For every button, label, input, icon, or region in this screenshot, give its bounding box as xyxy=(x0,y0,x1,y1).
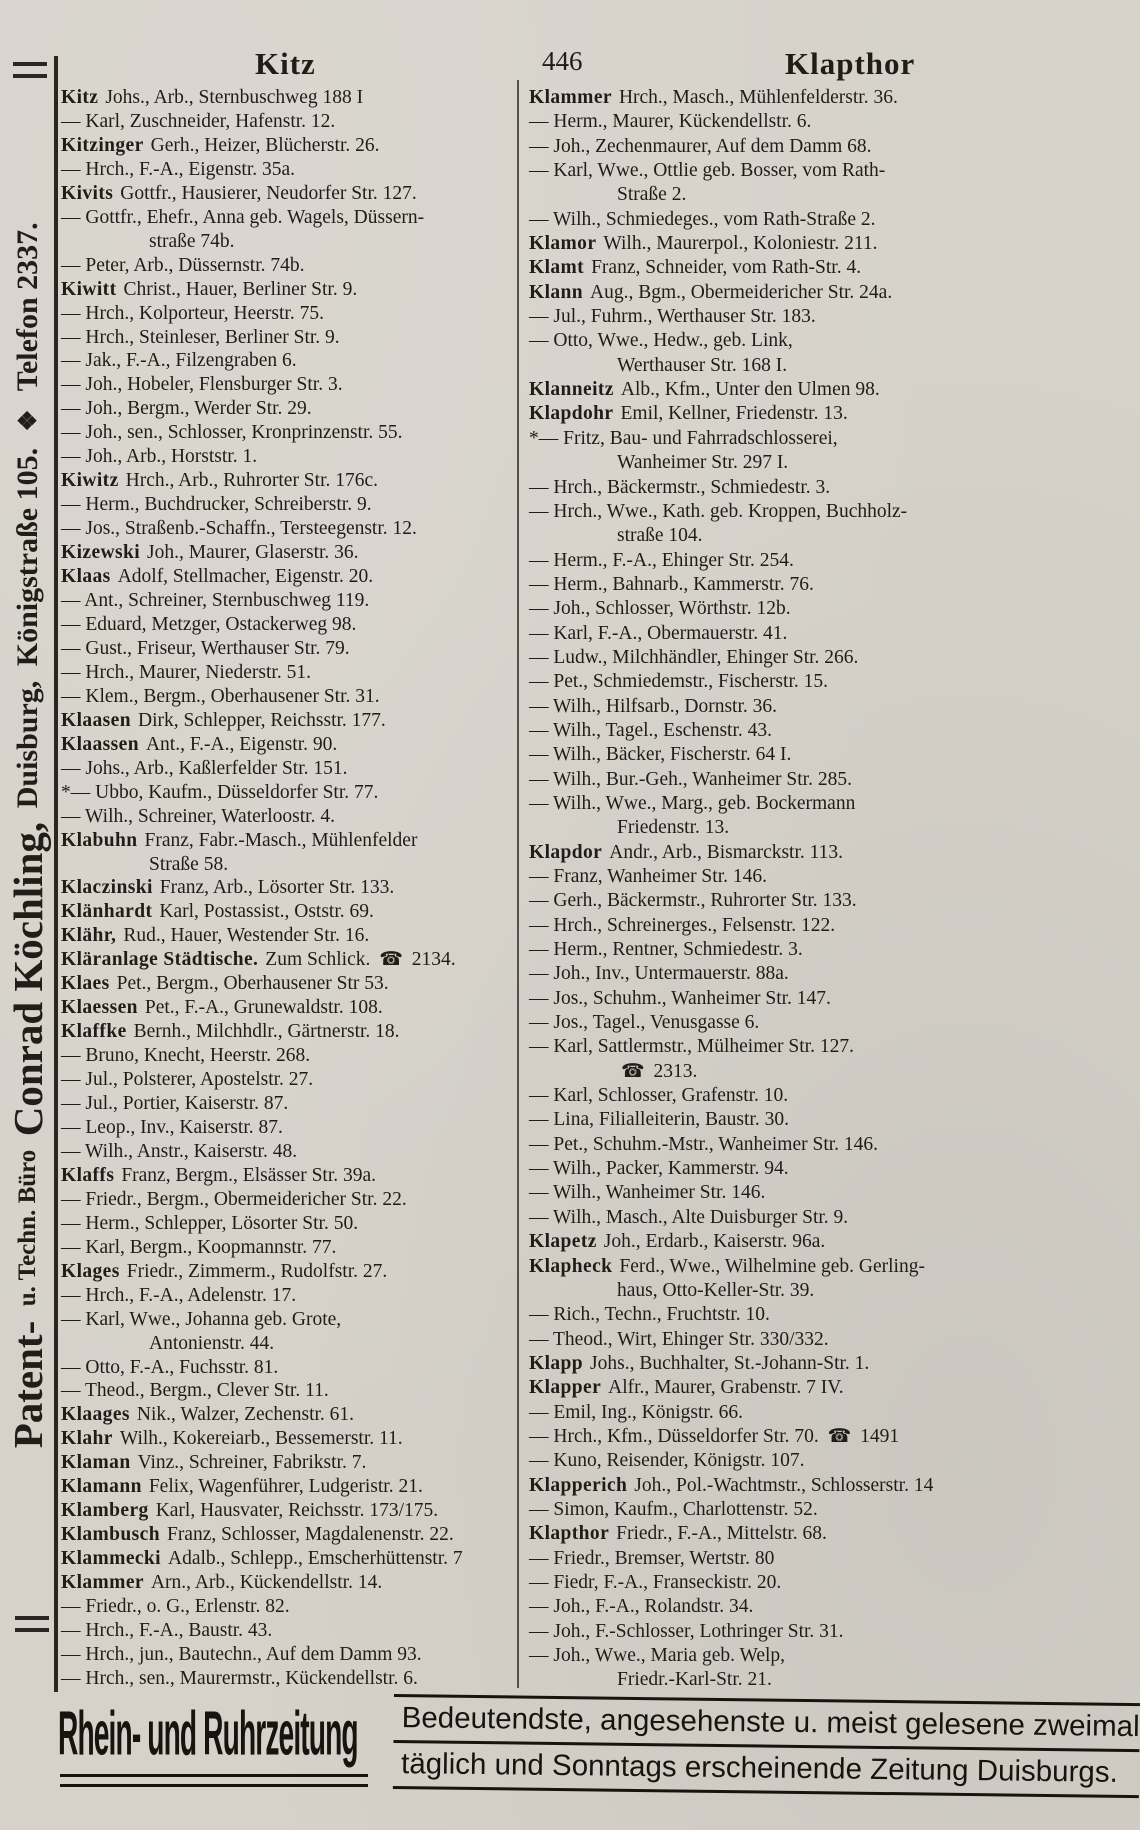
directory-entry: *— Fritz, Bau- und Fahrradschlosserei, xyxy=(529,427,838,449)
directory-entry: Kiwitz Hrch., Arb., Ruhrorter Str. 176c. xyxy=(61,470,379,492)
directory-entry: — Herm., Bahnarb., Kammerstr. 76. xyxy=(529,573,814,595)
directory-entry: Klaassen Ant., F.-A., Eigenstr. 90. xyxy=(61,733,338,755)
running-head-left: Kitz xyxy=(255,46,316,81)
footer-ad xyxy=(58,1694,1140,1804)
surname-head: Kiwitt xyxy=(61,278,117,300)
sidebar-ad-text xyxy=(4,222,52,1448)
surname-head: Klaassen xyxy=(61,733,139,755)
directory-entry: — Hrch., F.-A., Eigenstr. 35a. xyxy=(61,158,296,180)
directory-entry: — Karl, Zuschneider, Hafenstr. 12. xyxy=(61,110,336,132)
surname-head: Klapdor xyxy=(529,841,603,863)
directory-entry: — Emil, Ing., Königstr. 66. xyxy=(529,1401,743,1423)
directory-entry: — Klem., Bergm., Oberhausener Str. 31. xyxy=(61,685,380,707)
directory-entry: — Joh., Bergm., Werder Str. 29. xyxy=(61,398,312,420)
surname-head: Klammer xyxy=(61,1572,144,1594)
directory-entry: — Karl, Schlosser, Grafenstr. 10. xyxy=(529,1085,789,1107)
directory-entry: Kivits Gottfr., Hausierer, Neudorfer Str. 127. xyxy=(61,182,417,204)
surname-head: Klaasen xyxy=(61,709,131,731)
directory-entry: Kiwitt Christ., Hauer, Berliner Str. 9. xyxy=(61,278,358,300)
directory-entry-continuation: Straße 58. xyxy=(149,853,229,875)
directory-entry: Klahr Wilh., Kokereiarb., Bessemerstr. 11. xyxy=(61,1428,403,1450)
directory-entry: — Herm., Maurer, Kückendellstr. 6. xyxy=(529,111,812,133)
directory-entry: Kläranlage Städtische. Zum Schlick. ☎ 2134. xyxy=(61,949,456,971)
sidebar-ad xyxy=(0,60,56,1610)
surname-head: Klanneitz xyxy=(529,379,614,401)
directory-entry: — Pet., Schmiedemstr., Fischerstr. 15. xyxy=(529,671,828,693)
directory-entry: Klaasen Dirk, Schlepper, Reichsstr. 177. xyxy=(61,709,386,731)
surname-head: Klaessen xyxy=(61,997,138,1019)
surname-head: Klabuhn xyxy=(61,829,138,851)
directory-entry: — Hrch., F.-A., Baustr. 43. xyxy=(61,1620,273,1641)
directory-entry: — Friedr., Bremser, Wertstr. 80 xyxy=(529,1547,775,1569)
footer-ad-line1: Bedeutendste, angesehenste u. meist gelesene zweimal xyxy=(393,1697,1140,1752)
surname-head: Klann xyxy=(529,281,584,303)
footer-ad-text xyxy=(393,1694,1140,1798)
directory-entry-continuation: ☎ 2313. xyxy=(529,1060,1139,1084)
directory-entry: — Joh., Wwe., Maria geb. Welp, xyxy=(529,1645,786,1666)
surname-head: Klapdohr xyxy=(529,403,614,425)
surname-head: Klambusch xyxy=(61,1524,160,1546)
sidebar-ad-segment: u. Techn. Büro xyxy=(14,1150,41,1307)
surname-head: Klamt xyxy=(529,257,585,279)
column-divider-rule xyxy=(517,80,519,1688)
surname-head: Klaages xyxy=(61,1404,130,1426)
directory-entry: — Wilh., Bäcker, Fischerstr. 64 I. xyxy=(529,744,792,766)
directory-entry: Klaes Pet., Bergm., Oberhausener Str 53. xyxy=(61,973,389,995)
directory-entry: — Hrch., jun., Bautechn., Auf dem Damm 93. xyxy=(61,1643,422,1665)
directory-entry: Klapetz Joh., Erdarb., Kaiserstr. 96a. xyxy=(529,1231,826,1253)
directory-entry: — Jul., Polsterer, Apostelstr. 27. xyxy=(61,1069,314,1091)
sidebar-ad-segment: Telefon 2337. xyxy=(11,221,44,391)
directory-entry: — Joh., Inv., Untermauerstr. 88a. xyxy=(529,963,789,985)
sidebar-ad-segment: Conrad Köchling, xyxy=(5,821,51,1137)
directory-entry: — Jos., Tagel., Venusgasse 6. xyxy=(529,1012,760,1034)
surname-head: Klapheck xyxy=(529,1255,613,1277)
sidebar-ad-segment: Königstraße 105. xyxy=(11,447,44,667)
directory-entry: Klamt Franz, Schneider, vom Rath-Str. 4. xyxy=(529,257,862,279)
directory-entry: — Hrch., Steinleser, Berliner Str. 9. xyxy=(61,326,340,348)
directory-entry: — Hrch., Bäckermstr., Schmiedestr. 3. xyxy=(529,476,831,498)
footer-ad-line2: täglich und Sonntags erscheinende Zeitung Duisburgs. xyxy=(393,1743,1140,1798)
directory-entry: — Joh., F.-A., Rolandstr. 34. xyxy=(529,1596,754,1618)
directory-entry: — Hrch., Maurer, Niederstr. 51. xyxy=(61,661,311,683)
running-head xyxy=(60,46,1136,86)
surname-head: Kitz xyxy=(61,87,99,108)
directory-entry: — Joh., F.-Schlosser, Lothringer Str. 31. xyxy=(529,1620,844,1642)
directory-entry: Klapper Alfr., Maurer, Grabenstr. 7 IV. xyxy=(529,1377,844,1399)
surname-head: Klaffs xyxy=(61,1164,115,1186)
directory-entry: — Herm., Buchdrucker, Schreiberstr. 9. xyxy=(61,494,372,516)
directory-entry: — Jos., Schuhm., Wanheimer Str. 147. xyxy=(529,987,831,1009)
surname-head: Klapthor xyxy=(529,1523,610,1545)
sidebar-ad-segment: Patent- xyxy=(5,1320,51,1449)
directory-entry: — Friedr., o. G., Erlenstr. 82. xyxy=(61,1596,290,1618)
directory-entry: Klages Friedr., Zimmerm., Rudolfstr. 27. xyxy=(61,1260,388,1282)
directory-entry: — Joh., Arb., Horststr. 1. xyxy=(61,446,258,468)
surname-head: Klähr, xyxy=(61,925,117,947)
directory-entry: — Rich., Techn., Fruchtstr. 10. xyxy=(529,1304,770,1326)
directory-entry-continuation: Werthauser Str. 168 I. xyxy=(617,354,788,376)
directory-entry: Klaman Vinz., Schreiner, Fabrikstr. 7. xyxy=(61,1452,367,1474)
surname-head: Klammecki xyxy=(61,1548,161,1570)
directory-entry: — Herm., F.-A., Ehinger Str. 254. xyxy=(529,549,794,571)
directory-entry: — Hrch., sen., Maurermstr., Kückendellstr. 6. xyxy=(61,1667,418,1689)
directory-entry: — Hrch., Kolporteur, Heerstr. 75. xyxy=(61,302,324,324)
directory-entry: — Kuno, Reisender, Königstr. 107. xyxy=(529,1450,805,1472)
directory-entry: — Joh., sen., Schlosser, Kronprinzenstr. 55. xyxy=(61,422,403,444)
directory-entry-continuation: straße 104. xyxy=(617,525,703,547)
surname-head: Klamor xyxy=(529,233,597,255)
directory-entry: Klapheck Ferd., Wwe., Wilhelmine geb. Gerling- xyxy=(529,1255,925,1277)
surname-head: Kitzinger xyxy=(61,134,144,156)
directory-entry: — Leop., Inv., Kaiserstr. 87. xyxy=(61,1116,283,1138)
directory-entry: — Fiedr, F.-A., Franseckistr. 20. xyxy=(529,1571,782,1593)
directory-entry: — Karl, Wwe., Ottlie geb. Bosser, vom Rath- xyxy=(529,160,886,182)
directory-entry-continuation: haus, Otto-Keller-Str. 39. xyxy=(617,1279,815,1301)
surname-head: Klamberg xyxy=(61,1500,149,1522)
directory-entry: Klapthor Friedr., F.-A., Mittelstr. 68. xyxy=(529,1523,827,1545)
surname-head: Klapetz xyxy=(529,1231,597,1253)
directory-entry: — Peter, Arb., Düssernstr. 74b. xyxy=(61,254,305,276)
directory-entry: — Ant., Schreiner, Sternbuschweg 119. xyxy=(61,590,370,612)
directory-entry: — Jak., F.-A., Filzengraben 6. xyxy=(61,350,297,372)
directory-entry: Klamann Felix, Wagenführer, Ludgeristr. 21. xyxy=(61,1476,423,1498)
telephone-icon: ☎ xyxy=(827,1425,852,1447)
directory-entry: — Hrch., Kfm., Düsseldorfer Str. 70. ☎ 1491 xyxy=(529,1425,1139,1449)
directory-entry: Klammecki Adalb., Schlepp., Emscherhüttenstr. 7 xyxy=(61,1548,463,1570)
directory-entry: — Wilh., Wwe., Marg., geb. Bockermann xyxy=(529,792,856,814)
directory-entry: — Gottfr., Ehefr., Anna geb. Wagels, Düssern- xyxy=(61,206,425,228)
directory-entry: Klabuhn Franz, Fabr.-Masch., Mühlenfelder xyxy=(61,829,418,851)
directory-entry: — Jul., Fuhrm., Werthauser Str. 183. xyxy=(529,306,816,328)
directory-entry: — Hrch., Schreinerges., Felsenstr. 122. xyxy=(529,914,836,936)
directory-entry: — Friedr., Bergm., Obermeidericher Str. 22. xyxy=(61,1188,407,1210)
directory-entry: Kizewski Joh., Maurer, Glaserstr. 36. xyxy=(61,542,359,564)
column-right xyxy=(529,86,1139,1693)
directory-entry: — Johs., Arb., Kaßlerfelder Str. 151. xyxy=(61,757,348,779)
directory-entry: *— Ubbo, Kaufm., Düsseldorfer Str. 77. xyxy=(61,781,379,803)
directory-entry: Kitzinger Gerh., Heizer, Blücherstr. 26. xyxy=(61,134,380,156)
surname-head: Klaes xyxy=(61,973,110,995)
surname-head: Klamann xyxy=(61,1476,142,1498)
surname-head: Klapperich xyxy=(529,1474,628,1496)
directory-entry: Klaczinski Franz, Arb., Lösorter Str. 133. xyxy=(61,877,395,899)
directory-entry: Klann Aug., Bgm., Obermeidericher Str. 24a. xyxy=(529,281,893,303)
directory-entry: — Hrch., F.-A., Adelenstr. 17. xyxy=(61,1284,297,1306)
directory-entry: — Hrch., Wwe., Kath. geb. Kroppen, Buchholz- xyxy=(529,500,908,522)
directory-entry: — Karl, F.-A., Obermauerstr. 41. xyxy=(529,622,788,644)
directory-entry: — Wilh., Masch., Alte Duisburger Str. 9. xyxy=(529,1206,849,1228)
directory-entry: — Gust., Friseur, Werthauser Str. 79. xyxy=(61,637,350,659)
surname-head: Kläranlage Städtische. xyxy=(61,949,259,971)
directory-entry: — Wilh., Anstr., Kaiserstr. 48. xyxy=(61,1140,298,1162)
directory-entry: — Karl, Wwe., Johanna geb. Grote, xyxy=(61,1308,342,1330)
directory-entry: — Wilh., Schreiner, Waterloostr. 4. xyxy=(61,805,335,827)
directory-entry: Klaages Nik., Walzer, Zechenstr. 61. xyxy=(61,1404,355,1426)
directory-entry: Klamberg Karl, Hausvater, Reichsstr. 173/175. xyxy=(61,1500,439,1522)
directory-entry-continuation: straße 74b. xyxy=(149,230,235,252)
directory-entry: Klapp Johs., Buchhalter, St.-Johann-Str. 1. xyxy=(529,1352,870,1374)
surname-head: Klahr xyxy=(61,1428,113,1450)
directory-entry: — Wilh., Tagel., Eschenstr. 43. xyxy=(529,719,773,741)
directory-entry: Klamor Wilh., Maurerpol., Koloniestr. 211. xyxy=(529,233,878,255)
directory-entry: Klaessen Pet., F.-A., Grunewaldstr. 108. xyxy=(61,997,383,1019)
directory-entry: — Joh., Hobeler, Flensburger Str. 3. xyxy=(61,374,343,396)
directory-entry: — Wilh., Wanheimer Str. 146. xyxy=(529,1182,766,1204)
footer-ad-brand: Rhein- und Ruhrzeitung xyxy=(58,1698,358,1769)
directory-entry: Klanneitz Alb., Kfm., Unter den Ulmen 98. xyxy=(529,379,880,401)
telephone-icon: ☎ xyxy=(621,1060,645,1082)
footer-brand-underline xyxy=(60,1774,368,1787)
surname-head: Klaffke xyxy=(61,1021,127,1043)
directory-entry: — Wilh., Packer, Kammerstr. 94. xyxy=(529,1158,789,1180)
directory-entry: — Lina, Filialleiterin, Baustr. 30. xyxy=(529,1109,789,1131)
surname-head: Klapper xyxy=(529,1377,602,1399)
directory-entry: — Wilh., Schmiedeges., vom Rath-Straße 2. xyxy=(529,208,876,230)
surname-head: Klages xyxy=(61,1260,120,1282)
directory-entry: Klapdor Andr., Arb., Bismarckstr. 113. xyxy=(529,841,844,863)
sidebar-end-rule-bottom xyxy=(15,1616,49,1632)
surname-head: Klaas xyxy=(61,566,111,588)
directory-entry: — Theod., Wirt, Ehinger Str. 330/332. xyxy=(529,1328,829,1350)
directory-entry: — Jos., Straßenb.-Schaffn., Tersteegenstr. 12. xyxy=(61,518,417,540)
surname-head: Klaczinski xyxy=(61,877,153,899)
surname-head: Klaman xyxy=(61,1452,131,1474)
directory-entry: Klaffs Franz, Bergm., Elsässer Str. 39a. xyxy=(61,1164,377,1186)
directory-entry: — Bruno, Knecht, Heerstr. 268. xyxy=(61,1045,311,1067)
directory-entry-continuation: Wanheimer Str. 297 I. xyxy=(617,452,789,474)
directory-entry: Klambusch Franz, Schlosser, Magdalenenstr. 22. xyxy=(61,1524,454,1546)
directory-entry: — Joh., Schlosser, Wörthstr. 12b. xyxy=(529,598,791,620)
directory-entry: — Wilh., Hilfsarb., Dornstr. 36. xyxy=(529,695,778,717)
directory-entry: — Jul., Portier, Kaiserstr. 87. xyxy=(61,1093,289,1115)
surname-head: Kivits xyxy=(61,182,114,204)
running-head-right: Klapthor xyxy=(785,46,916,81)
page-number: 446 xyxy=(542,46,583,76)
surname-head: Kizewski xyxy=(61,542,141,564)
directory-entry-continuation: Antonienstr. 44. xyxy=(149,1332,275,1354)
sidebar-ad-segment: Duisburg, xyxy=(11,680,44,808)
directory-entry: — Eduard, Metzger, Ostackerweg 98. xyxy=(61,613,357,635)
column-left xyxy=(61,86,515,1691)
surname-head: Klammer xyxy=(529,87,612,108)
directory-entry: — Herm., Schlepper, Lösorter Str. 50. xyxy=(61,1212,359,1234)
directory-entry: Klammer Hrch., Masch., Mühlenfelderstr. 36. xyxy=(529,87,898,108)
directory-entry: Klähr, Rud., Hauer, Westender Str. 16. xyxy=(61,925,370,947)
directory-entry: — Otto, Wwe., Hedw., geb. Link, xyxy=(529,330,793,352)
directory-entry: — Otto, F.-A., Fuchsstr. 81. xyxy=(61,1356,279,1378)
directory-entry: Klapperich Joh., Pol.-Wachtmstr., Schlosserstr. 14 xyxy=(529,1474,934,1496)
directory-entry: — Herm., Rentner, Schmiedestr. 3. xyxy=(529,939,803,961)
directory-entry: Klaas Adolf, Stellmacher, Eigenstr. 20. xyxy=(61,566,374,588)
directory-entry: Klammer Arn., Arb., Kückendellstr. 14. xyxy=(61,1572,383,1594)
directory-entry: — Joh., Zechenmaurer, Auf dem Damm 68. xyxy=(529,135,872,157)
sidebar-ad-segment: ❖ xyxy=(14,404,42,434)
directory-entry: Klänhardt Karl, Postassist., Oststr. 69. xyxy=(61,901,374,923)
directory-entry: — Gerh., Bäckermstr., Ruhrorter Str. 133. xyxy=(529,890,857,912)
directory-entry: — Wilh., Bur.-Geh., Wanheimer Str. 285. xyxy=(529,768,852,790)
surname-head: Klänhardt xyxy=(61,901,153,923)
directory-entry: — Ludw., Milchhändler, Ehinger Str. 266. xyxy=(529,646,859,668)
directory-entry: Kitz Johs., Arb., Sternbuschweg 188 I xyxy=(61,87,364,108)
directory-entry: Klapdohr Emil, Kellner, Friedenstr. 13. xyxy=(529,403,848,425)
directory-entry-continuation: Friedenstr. 13. xyxy=(617,817,730,839)
directory-entry: — Theod., Bergm., Clever Str. 11. xyxy=(61,1380,329,1402)
directory-entry-continuation: Straße 2. xyxy=(617,184,687,206)
directory-entry: — Franz, Wanheimer Str. 146. xyxy=(529,866,767,887)
directory-entry: — Simon, Kaufm., Charlottenstr. 52. xyxy=(529,1498,818,1520)
directory-entry: Klaffke Bernh., Milchhdlr., Gärtnerstr. 18. xyxy=(61,1021,400,1043)
directory-entry-continuation: Friedr.-Karl-Str. 21. xyxy=(617,1669,772,1691)
directory-entry: — Karl, Sattlermstr., Mülheimer Str. 127. xyxy=(529,1036,854,1058)
directory-entry: — Karl, Bergm., Koopmannstr. 77. xyxy=(61,1236,337,1258)
surname-head: Kiwitz xyxy=(61,470,119,492)
telephone-icon: ☎ xyxy=(379,949,403,971)
surname-head: Klapp xyxy=(529,1352,584,1374)
directory-entry: — Pet., Schuhm.-Mstr., Wanheimer Str. 146. xyxy=(529,1133,879,1155)
